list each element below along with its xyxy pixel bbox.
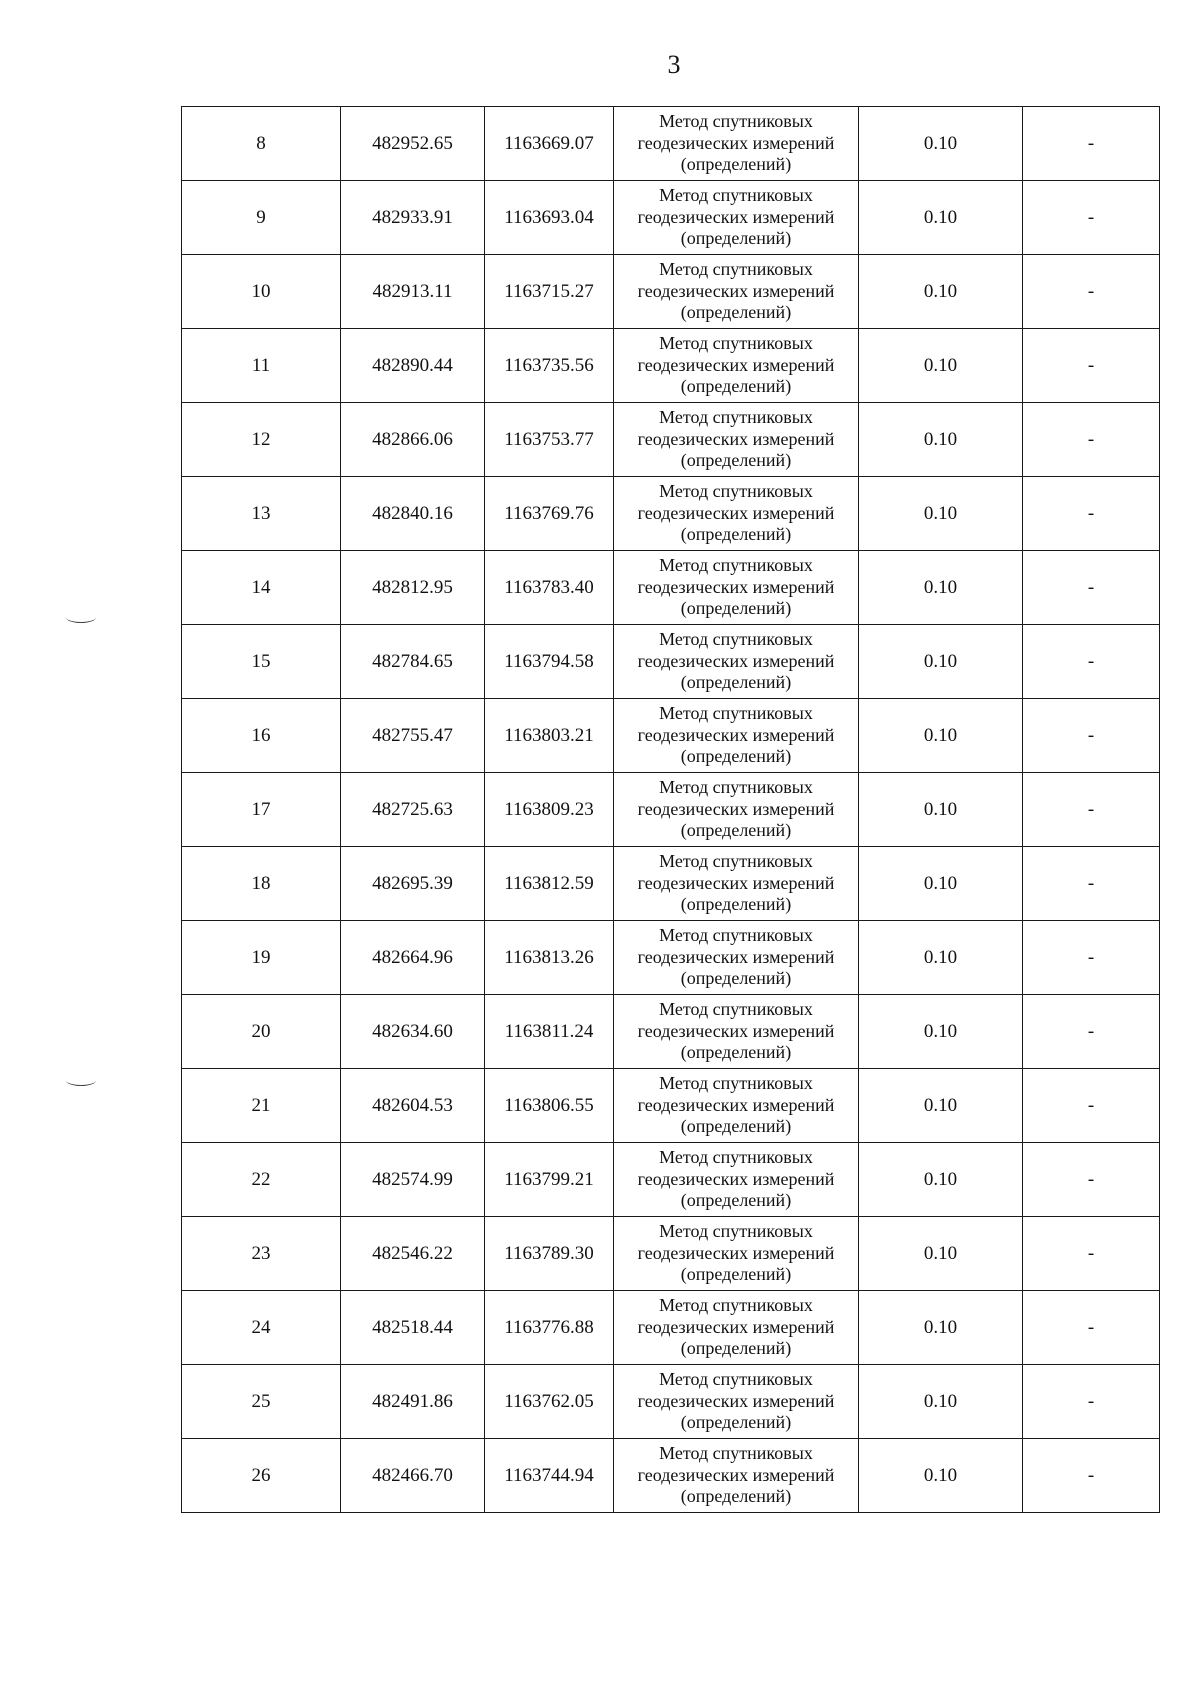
y-coordinate-cell: 1163735.56 [485,329,614,403]
y-coordinate-cell: 1163812.59 [485,847,614,921]
point-number-cell: 18 [182,847,341,921]
table-row [182,255,1160,329]
method-cell: Метод спутниковых геодезических измерений (определений) [614,1365,859,1439]
point-number-cell: 21 [182,1069,341,1143]
note-cell: - [1023,921,1160,995]
accuracy-cell: 0.10 [859,1365,1023,1439]
table-row [182,181,1160,255]
coordinates-table [181,106,1160,1513]
method-cell: Метод спутниковых геодезических измерений (определений) [614,107,859,181]
accuracy-cell: 0.10 [859,181,1023,255]
point-number-cell: 19 [182,921,341,995]
coordinates-table-body [182,107,1160,1513]
note-cell: - [1023,255,1160,329]
point-number-cell: 16 [182,699,341,773]
y-coordinate-cell: 1163693.04 [485,181,614,255]
note-cell: - [1023,181,1160,255]
accuracy-cell: 0.10 [859,995,1023,1069]
accuracy-cell: 0.10 [859,699,1023,773]
x-coordinate-cell: 482866.06 [341,403,485,477]
table-row [182,847,1160,921]
accuracy-cell: 0.10 [859,1439,1023,1513]
binding-hole-mark [66,1075,96,1086]
table-row [182,403,1160,477]
y-coordinate-cell: 1163715.27 [485,255,614,329]
point-number-cell: 24 [182,1291,341,1365]
table-row [182,1365,1160,1439]
y-coordinate-cell: 1163811.24 [485,995,614,1069]
y-coordinate-cell: 1163809.23 [485,773,614,847]
table-row [182,551,1160,625]
point-number-cell: 11 [182,329,341,403]
method-cell: Метод спутниковых геодезических измерений (определений) [614,1439,859,1513]
y-coordinate-cell: 1163789.30 [485,1217,614,1291]
accuracy-cell: 0.10 [859,1291,1023,1365]
method-cell: Метод спутниковых геодезических измерений (определений) [614,699,859,773]
point-number-cell: 25 [182,1365,341,1439]
point-number-cell: 10 [182,255,341,329]
x-coordinate-cell: 482574.99 [341,1143,485,1217]
table-row [182,625,1160,699]
note-cell: - [1023,1069,1160,1143]
table-row [182,995,1160,1069]
y-coordinate-cell: 1163806.55 [485,1069,614,1143]
point-number-cell: 12 [182,403,341,477]
method-cell: Метод спутниковых геодезических измерений (определений) [614,1143,859,1217]
method-cell: Метод спутниковых геодезических измерений (определений) [614,1291,859,1365]
accuracy-cell: 0.10 [859,847,1023,921]
accuracy-cell: 0.10 [859,107,1023,181]
y-coordinate-cell: 1163769.76 [485,477,614,551]
method-cell: Метод спутниковых геодезических измерений (определений) [614,1069,859,1143]
x-coordinate-cell: 482695.39 [341,847,485,921]
y-coordinate-cell: 1163799.21 [485,1143,614,1217]
x-coordinate-cell: 482840.16 [341,477,485,551]
x-coordinate-cell: 482890.44 [341,329,485,403]
note-cell: - [1023,329,1160,403]
point-number-cell: 9 [182,181,341,255]
x-coordinate-cell: 482952.65 [341,107,485,181]
method-cell: Метод спутниковых геодезических измерений (определений) [614,181,859,255]
note-cell: - [1023,1365,1160,1439]
accuracy-cell: 0.10 [859,773,1023,847]
method-cell: Метод спутниковых геодезических измерений (определений) [614,625,859,699]
table-row [182,1143,1160,1217]
x-coordinate-cell: 482933.91 [341,181,485,255]
x-coordinate-cell: 482546.22 [341,1217,485,1291]
binding-hole-mark [66,612,96,623]
x-coordinate-cell: 482725.63 [341,773,485,847]
y-coordinate-cell: 1163794.58 [485,625,614,699]
note-cell: - [1023,699,1160,773]
note-cell: - [1023,773,1160,847]
x-coordinate-cell: 482604.53 [341,1069,485,1143]
y-coordinate-cell: 1163813.26 [485,921,614,995]
method-cell: Метод спутниковых геодезических измерений (определений) [614,551,859,625]
table-row [182,107,1160,181]
x-coordinate-cell: 482518.44 [341,1291,485,1365]
point-number-cell: 22 [182,1143,341,1217]
accuracy-cell: 0.10 [859,255,1023,329]
x-coordinate-cell: 482913.11 [341,255,485,329]
method-cell: Метод спутниковых геодезических измерений (определений) [614,255,859,329]
point-number-cell: 8 [182,107,341,181]
point-number-cell: 26 [182,1439,341,1513]
note-cell: - [1023,995,1160,1069]
note-cell: - [1023,1143,1160,1217]
point-number-cell: 13 [182,477,341,551]
accuracy-cell: 0.10 [859,1217,1023,1291]
accuracy-cell: 0.10 [859,329,1023,403]
note-cell: - [1023,847,1160,921]
method-cell: Метод спутниковых геодезических измерений (определений) [614,329,859,403]
table-row [182,329,1160,403]
point-number-cell: 14 [182,551,341,625]
method-cell: Метод спутниковых геодезических измерений (определений) [614,1217,859,1291]
method-cell: Метод спутниковых геодезических измерений (определений) [614,995,859,1069]
y-coordinate-cell: 1163669.07 [485,107,614,181]
accuracy-cell: 0.10 [859,1069,1023,1143]
table-row [182,1439,1160,1513]
x-coordinate-cell: 482491.86 [341,1365,485,1439]
point-number-cell: 23 [182,1217,341,1291]
note-cell: - [1023,1439,1160,1513]
note-cell: - [1023,1217,1160,1291]
coordinates-table-wrapper [181,106,1159,1513]
table-row [182,477,1160,551]
note-cell: - [1023,477,1160,551]
x-coordinate-cell: 482664.96 [341,921,485,995]
method-cell: Метод спутниковых геодезических измерений (определений) [614,773,859,847]
note-cell: - [1023,107,1160,181]
page-number: 3 [667,50,681,79]
method-cell: Метод спутниковых геодезических измерений (определений) [614,477,859,551]
method-cell: Метод спутниковых геодезических измерений (определений) [614,403,859,477]
x-coordinate-cell: 482634.60 [341,995,485,1069]
table-row [182,699,1160,773]
note-cell: - [1023,403,1160,477]
point-number-cell: 15 [182,625,341,699]
y-coordinate-cell: 1163753.77 [485,403,614,477]
table-row [182,1069,1160,1143]
method-cell: Метод спутниковых геодезических измерений (определений) [614,921,859,995]
x-coordinate-cell: 482466.70 [341,1439,485,1513]
point-number-cell: 17 [182,773,341,847]
note-cell: - [1023,551,1160,625]
accuracy-cell: 0.10 [859,477,1023,551]
table-row [182,773,1160,847]
y-coordinate-cell: 1163803.21 [485,699,614,773]
accuracy-cell: 0.10 [859,625,1023,699]
x-coordinate-cell: 482755.47 [341,699,485,773]
method-cell: Метод спутниковых геодезических измерений (определений) [614,847,859,921]
point-number-cell: 20 [182,995,341,1069]
table-row [182,1291,1160,1365]
accuracy-cell: 0.10 [859,403,1023,477]
table-row [182,1217,1160,1291]
accuracy-cell: 0.10 [859,1143,1023,1217]
y-coordinate-cell: 1163776.88 [485,1291,614,1365]
accuracy-cell: 0.10 [859,551,1023,625]
x-coordinate-cell: 482812.95 [341,551,485,625]
y-coordinate-cell: 1163762.05 [485,1365,614,1439]
y-coordinate-cell: 1163783.40 [485,551,614,625]
note-cell: - [1023,625,1160,699]
table-row [182,921,1160,995]
note-cell: - [1023,1291,1160,1365]
y-coordinate-cell: 1163744.94 [485,1439,614,1513]
accuracy-cell: 0.10 [859,921,1023,995]
x-coordinate-cell: 482784.65 [341,625,485,699]
